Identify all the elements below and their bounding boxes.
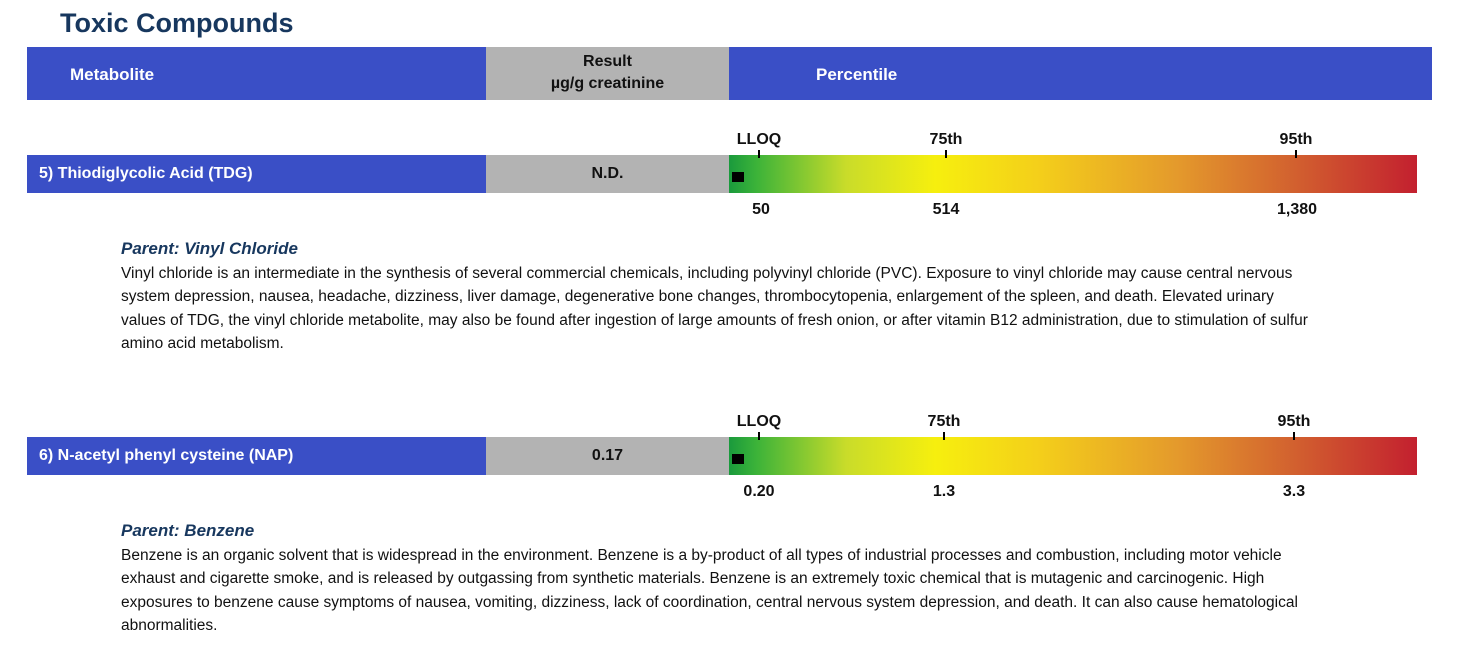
- tick-label-95th: 95th: [1277, 413, 1311, 430]
- metabolite-result: N.D.: [486, 155, 729, 193]
- tick-label-lloq: LLOQ: [736, 131, 782, 148]
- tick-value-75th: 1.3: [932, 483, 956, 500]
- percentile-gradient-bar: [729, 437, 1417, 475]
- metabolite-name: 5) Thiodiglycolic Acid (TDG): [27, 155, 486, 193]
- tick-value-lloq: 0.20: [743, 483, 775, 500]
- tick-lloq: [758, 432, 760, 440]
- metabolite-row-nap: [27, 407, 1419, 527]
- tick-label-75th: 75th: [929, 131, 963, 148]
- tick-label-75th: 75th: [927, 413, 961, 430]
- tick-value-lloq: 50: [752, 201, 770, 218]
- header-result-title: Result: [583, 53, 632, 70]
- header-metabolite: Metabolite: [27, 47, 486, 100]
- tick-value-75th: 514: [932, 201, 960, 218]
- metabolite-result: 0.17: [486, 437, 729, 475]
- parent-compound-description: Benzene is an organic solvent that is widespread in the environment. Benzene is a by-product of all types of industrial processes and combustion, including motor vehicle exhaust and cigarette smoke, and is released by outgassing from synthetic materials. Benzene is an extremely toxic chemical that is mutagenic and carcinogenic. High exposures to benzene cause symptoms of nausea, vomiting, dizziness, lack of coordination, central nervous system depression, and death. It can also cause hematological abnormalities.: [121, 547, 1298, 635]
- metabolite-name: 6) N-acetyl phenyl cysteine (NAP): [27, 437, 486, 475]
- table-header: [27, 47, 1432, 100]
- tick-value-95th: 1,380: [1276, 201, 1318, 218]
- tick-label-95th: 95th: [1279, 131, 1313, 148]
- parent-compound-title: Parent: Vinyl Chloride: [121, 239, 298, 258]
- metabolite-row-tdg: [27, 125, 1419, 245]
- header-percentile: Percentile: [729, 47, 1432, 100]
- page-title: Toxic Compounds: [60, 8, 294, 38]
- percentile-gradient-bar: [729, 155, 1417, 193]
- tick-95th: [1295, 150, 1297, 158]
- result-marker: [732, 172, 744, 182]
- tick-75th: [943, 432, 945, 440]
- tick-75th: [945, 150, 947, 158]
- tick-95th: [1293, 432, 1295, 440]
- tick-lloq: [758, 150, 760, 158]
- header-result: [486, 47, 729, 100]
- parent-compound-description: Vinyl chloride is an intermediate in the synthesis of several commercial chemicals, including polyvinyl chloride (PVC). Exposure to vinyl chloride may cause central nervous system depression, nausea, headache, dizziness, liver damage, degenerative bone changes, thrombocytopenia, enlargement of the spleen, and death. Elevated urinary values of TDG, the vinyl chloride metabolite, may also be found after ingestion of large amounts of fresh onion, or after vitamin B12 administration, due to stimulation of sulfur amino acid metabolism.: [121, 265, 1308, 353]
- parent-compound-title: Parent: Benzene: [121, 521, 255, 540]
- header-result-unit: µg/g creatinine: [550, 75, 665, 92]
- tick-value-95th: 3.3: [1282, 483, 1306, 500]
- tick-label-lloq: LLOQ: [736, 413, 782, 430]
- result-marker: [732, 454, 744, 464]
